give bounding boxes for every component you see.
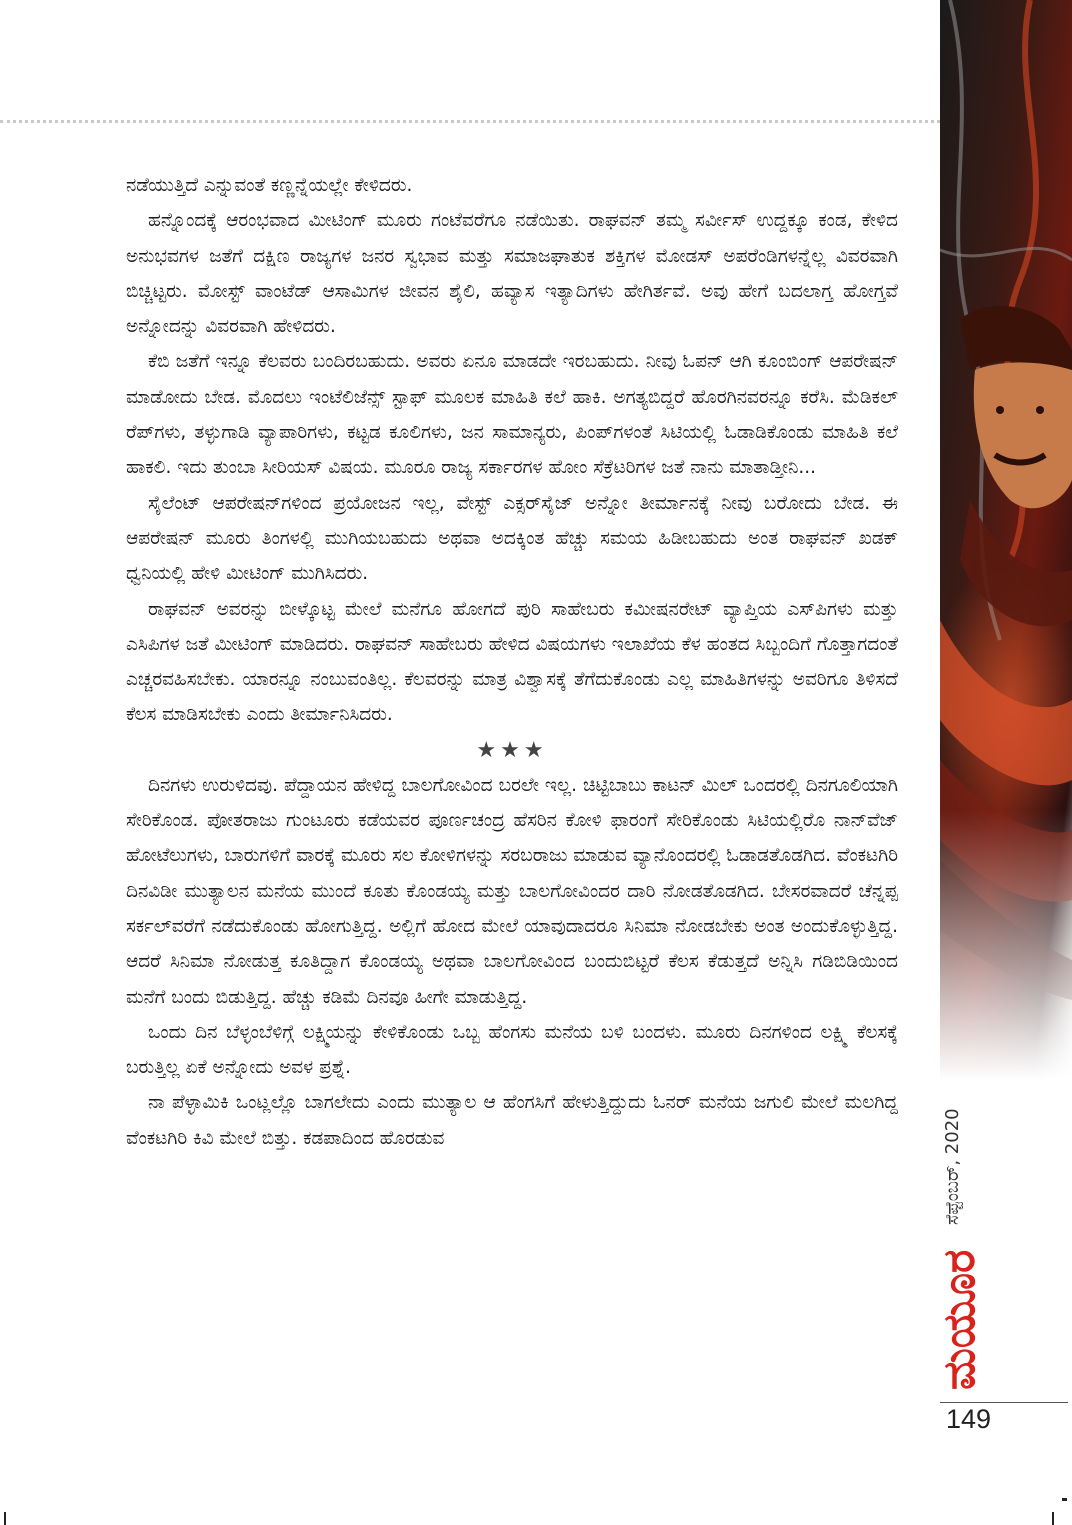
paragraph: ದಿನಗಳು ಉರುಳಿದವು. ಪೆದ್ದಾಯನ ಹೇಳಿದ್ದ ಬಾಲಗೋವಿಂದ ಬರಲೇ ಇಲ್ಲ. ಚಿಟ್ಟಿಬಾಬು ಕಾಟನ್ ಮಿಲ್ ಒಂದರಲ್ಲಿ ದಿನಗೂಲಿಯಾಗಿ ಸೇರಿಕೊಂಡ. ಪೋತರಾಜು ಗುಂಟೂರು ಕಡೆಯವರ ಪೂರ್ಣಚಂದ್ರ ಹೆಸರಿನ ಕೋಳಿ ಫಾರಂಗೆ ಸೇರಿಕೊಂಡು ಸಿಟಿಯಲ್ಲಿರೊ ನಾನ್‌ವೆಜ್ ಹೋಟೆಲುಗಳು, ಬಾರುಗಳಿಗೆ ವಾರಕ್ಕೆ ಮೂರು ಸಲ ಕೋಳಿಗಳನ್ನು ಸರಬರಾಜು ಮಾಡುವ ವ್ಯಾನೊಂದರಲ್ಲಿ ಓಡಾಡತೊಡಗಿದ. ವೆಂಕಟಗಿರಿ ದಿನವಿಡೀ ಮುತ್ಯಾಲನ ಮನೆಯ ಮುಂದೆ ಕೂತು ಕೊಂಡಯ್ಯ ಮತ್ತು ಬಾಲಗೋವಿಂದರ ದಾರಿ ನೋಡತೊಡಗಿದ. ಬೇಸರವಾದರೆ ಚೆನ್ನಪ್ಪ ಸರ್ಕಲ್‌ವರೆಗೆ ನಡೆದುಕೊಂಡು ಹೋಗುತ್ತಿದ್ದ. ಅಲ್ಲಿಗೆ ಹೋದ ಮೇಲೆ ಯಾವುದಾದರೂ ಸಿನಿಮಾ ನೋಡಬೇಕು ಅಂತ ಅಂದುಕೊಳ್ಳುತ್ತಿದ್ದ. ಆದರೆ ಸಿನಿಮಾ ನೋಡುತ್ತ ಕೂತಿದ್ದಾಗ ಕೊಂಡಯ್ಯ ಅಥವಾ ಬಾಲಗೋವಿಂದ ಬಂದುಬಿಟ್ಟರೆ ಕೆಲಸ ಕೆಡುತ್ತದೆ ಅನ್ನಿಸಿ ಗಡಿಬಿಡಿಯಿಂದ ಮನೆಗೆ ಬಂದು ಬಿಡುತ್ತಿದ್ದ. ಹೆಚ್ಚು ಕಡಿಮೆ ದಿನವೂ ಹೀಗೇ ಮಾಡುತ್ತಿದ್ದ.	[126, 774, 898, 1008]
crop-mark	[4, 1512, 6, 1525]
paragraph: ಒಂದು ದಿನ ಬೆಳ್ಳಂಬೆಳಿಗ್ಗೆ ಲಕ್ಷ್ಮಿಯನ್ನು ಕೇಳಿಕೊಂಡು ಒಬ್ಬ ಹೆಂಗಸು ಮನೆಯ ಬಳಿ ಬಂದಳು. ಮೂರು ದಿನಗಳಿಂದ ಲಕ್ಷ್ಮಿ ಕೆಲಸಕ್ಕೆ ಬರುತ್ತಿಲ್ಲ ಏಕೆ ಅನ್ನೋದು ಅವಳ ಪ್ರಶ್ನೆ.	[126, 1021, 898, 1079]
crop-mark	[1062, 1498, 1067, 1501]
issue-date: ಸೆಪ್ಟೆಂಬರ್, 2020	[942, 1108, 963, 1225]
magazine-logo: ಮಯೂರ	[934, 1249, 985, 1390]
illustration-man-with-hat-icon	[940, 0, 1072, 1080]
section-separator: ★★★	[476, 737, 548, 763]
top-dotted-rule	[0, 120, 940, 123]
page-number: 149	[946, 1404, 992, 1434]
paragraph: ನಡೆಯುತ್ತಿದೆ ಎನ್ನುವಂತೆ ಕಣ್ಣನ್ನೆಯಲ್ಲೇ ಕೇಳಿದರು.	[126, 175, 413, 196]
paragraph: ಕೆಬಿ ಜತೆಗೆ ಇನ್ನೂ ಕೆಲವರು ಬಂದಿರಬಹುದು. ಅವರು ಏನೂ ಮಾಡದೇ ಇರಬಹುದು. ನೀವು ಓಪನ್ ಆಗಿ ಕೂಂಬಿಂಗ್ ಆಪರೇಷನ್ ಮಾಡೋದು ಬೇಡ. ಮೊದಲು ಇಂಟೆಲಿಜೆನ್ಸ್ ಸ್ಟಾಫ್ ಮೂಲಕ ಮಾಹಿತಿ ಕಲೆ ಹಾಕಿ. ಅಗತ್ಯಬಿದ್ದರೆ ಹೊರಗಿನವರನ್ನೂ ಕರೆಸಿ. ಮೆಡಿಕಲ್ ರೆಪ್‌ಗಳು, ತಳ್ಳುಗಾಡಿ ವ್ಯಾಪಾರಿಗಳು, ಕಟ್ಟಡ ಕೂಲಿಗಳು, ಜನ ಸಾಮಾನ್ಯರು, ಪಿಂಪ್‌ಗಳಂತೆ ಸಿಟಿಯಲ್ಲಿ ಓಡಾಡಿಕೊಂಡು ಮಾಹಿತಿ ಕಲೆ ಹಾಕಲಿ. ಇದು ತುಂಬಾ ಸೀರಿಯಸ್ ವಿಷಯ. ಮೂರೂ ರಾಜ್ಯ ಸರ್ಕಾರಗಳ ಹೋಂ ಸೆಕ್ರೆಟರಿಗಳ ಜತೆ ನಾನು ಮಾತಾಡ್ತೀನಿ...	[126, 351, 898, 479]
paragraph: ನಾ ಪೆಳ್ಳಾಮಿಕಿ ಒಂಟ್ಲಲ್ಲೊ ಬಾಗಲೇದು ಎಂದು ಮುತ್ಯಾಲ ಆ ಹೆಂಗಸಿಗೆ ಹೇಳುತ್ತಿದ್ದುದು ಓನರ್ ಮನೆಯ ಜಗುಲಿ ಮೇಲೆ ಮಲಗಿದ್ದ ವೆಂಕಟಗಿರಿ ಕಿವಿ ಮೇಲೆ ಬಿತ್ತು. ಕಡಪಾದಿಂದ ಹೊರಡುವ	[126, 1092, 898, 1149]
paragraph: ಹನ್ನೊಂದಕ್ಕೆ ಆರಂಭವಾದ ಮೀಟಿಂಗ್ ಮೂರು ಗಂಟೆವರೆಗೂ ನಡೆಯಿತು. ರಾಘವನ್ ತಮ್ಮ ಸರ್ವೀಸ್ ಉದ್ದಕ್ಕೂ ಕಂಡ, ಕೇಳಿದ ಅನುಭವಗಳ ಜತೆಗೆ ದಕ್ಷಿಣ ರಾಜ್ಯಗಳ ಜನರ ಸ್ವಭಾವ ಮತ್ತು ಸಮಾಜಘಾತುಕ ಶಕ್ತಿಗಳ ಮೋಡಸ್ ಅಪರೆಂಡಿಗಳನ್ನೆಲ್ಲ ವಿವರವಾಗಿ ಬಿಚ್ಚಿಟ್ಟರು. ಮೋಸ್ಟ್ ವಾಂಟೆಡ್ ಆಸಾಮಿಗಳ ಜೀವನ ಶೈಲಿ, ಹವ್ಯಾಸ ಇತ್ಯಾದಿಗಳು ಹೇಗಿರ್ತವೆ. ಅವು ಹೇಗೆ ಬದಲಾಗ್ತ ಹೋಗ್ತವೆ ಅನ್ನೋದನ್ನು ವಿವರವಾಗಿ ಹೇಳಿದರು.	[126, 210, 898, 338]
page-number-rule	[940, 1402, 1068, 1403]
paragraph: ಸೈಲೆಂಟ್ ಆಪರೇಷನ್‌ಗಳಿಂದ ಪ್ರಯೋಜನ ಇಲ್ಲ, ವೇಸ್ಟ್ ಎಕ್ಸರ್‌ಸೈಜ್ ಅನ್ನೋ ತೀರ್ಮಾನಕ್ಕೆ ನೀವು ಬರೋದು ಬೇಡ. ಈ ಆಪರೇಷನ್ ಮೂರು ತಿಂಗಳಲ್ಲಿ ಮುಗಿಯಬಹುದು ಅಥವಾ ಅದಕ್ಕಿಂತ ಹೆಚ್ಚು ಸಮಯ ಹಿಡೀಬಹುದು ಅಂತ ರಾಘವನ್ ಖಡಕ್ ಧ್ವನಿಯಲ್ಲಿ ಹೇಳಿ ಮೀಟಿಂಗ್ ಮುಗಿಸಿದರು.	[126, 492, 898, 585]
crop-mark	[1052, 1512, 1054, 1525]
paragraph: ರಾಘವನ್ ಅವರನ್ನು ಬೀಳ್ಕೊಟ್ಟ ಮೇಲೆ ಮನೆಗೂ ಹೋಗದೆ ಪುರಿ ಸಾಹೇಬರು ಕಮೀಷನರೇಟ್ ವ್ಯಾಪ್ತಿಯ ಎಸ್‌ಪಿಗಳು ಮತ್ತು ಎಸಿಪಿಗಳ ಜತೆ ಮೀಟಿಂಗ್ ಮಾಡಿದರು. ರಾಘವನ್ ಸಾಹೇಬರು ಹೇಳಿದ ವಿಷಯಗಳು ಇಲಾಖೆಯ ಕೆಳ ಹಂತದ ಸಿಬ್ಬಂದಿಗೆ ಗೊತ್ತಾಗದಂತೆ ಎಚ್ಚರವಹಿಸಬೇಕು. ಯಾರನ್ನೂ ನಂಬುವಂತಿಲ್ಲ. ಕೆಲವರನ್ನು ಮಾತ್ರ ವಿಶ್ವಾಸಕ್ಕೆ ತೆಗೆದುಕೊಂಡು ಎಲ್ಲ ಮಾಹಿತಿಗಳನ್ನು ಅವರಿಗೂ ತಿಳಿಸದೆ ಕೆಲಸ ಮಾಡಿಸಬೇಕು ಎಂದು ತೀರ್ಮಾನಿಸಿದರು.	[126, 598, 898, 726]
article-body	[126, 168, 898, 1156]
